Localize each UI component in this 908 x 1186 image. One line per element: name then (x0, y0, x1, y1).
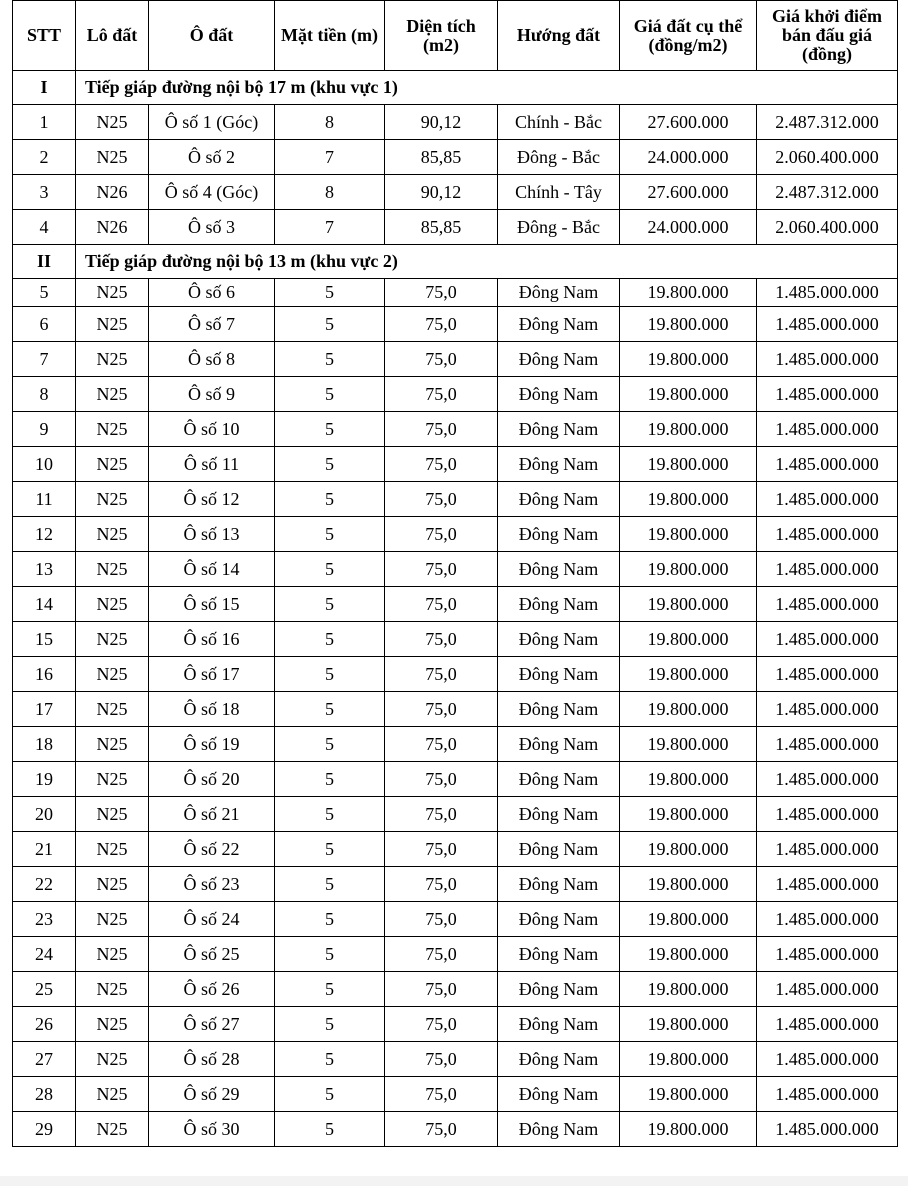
cell-dien-tich: 90,12 (385, 175, 498, 210)
cell-stt: 11 (13, 482, 76, 517)
section-id: II (13, 245, 76, 279)
cell-gia-dat: 19.800.000 (620, 797, 757, 832)
cell-stt: 2 (13, 140, 76, 175)
cell-dien-tich: 75,0 (385, 867, 498, 902)
cell-stt: 18 (13, 727, 76, 762)
table-row (13, 105, 898, 140)
cell-mat-tien: 5 (275, 1007, 385, 1042)
cell-gia-dat: 19.800.000 (620, 587, 757, 622)
cell-o-dat: Ô số 21 (149, 797, 275, 832)
cell-gia-khoi-diem: 1.485.000.000 (757, 1112, 898, 1147)
cell-lo-dat: N25 (76, 657, 149, 692)
cell-lo-dat: N25 (76, 902, 149, 937)
cell-mat-tien: 5 (275, 972, 385, 1007)
cell-huong-dat: Đông Nam (498, 342, 620, 377)
table-row (13, 797, 898, 832)
cell-huong-dat: Đông Nam (498, 692, 620, 727)
header-dien-tich: Diện tích (m2) (385, 1, 498, 71)
table-row (13, 902, 898, 937)
cell-gia-dat: 24.000.000 (620, 210, 757, 245)
cell-gia-dat: 19.800.000 (620, 867, 757, 902)
cell-stt: 27 (13, 1042, 76, 1077)
cell-lo-dat: N25 (76, 342, 149, 377)
cell-o-dat: Ô số 16 (149, 622, 275, 657)
cell-mat-tien: 5 (275, 657, 385, 692)
table-row (13, 937, 898, 972)
cell-dien-tich: 85,85 (385, 140, 498, 175)
cell-lo-dat: N25 (76, 1042, 149, 1077)
cell-stt: 17 (13, 692, 76, 727)
cell-dien-tich: 75,0 (385, 517, 498, 552)
cell-dien-tich: 75,0 (385, 279, 498, 307)
cell-gia-dat: 19.800.000 (620, 832, 757, 867)
cell-huong-dat: Đông Nam (498, 587, 620, 622)
page-bottom-strip (0, 1176, 908, 1186)
table-row (13, 210, 898, 245)
cell-mat-tien: 5 (275, 867, 385, 902)
cell-o-dat: Ô số 13 (149, 517, 275, 552)
cell-o-dat: Ô số 2 (149, 140, 275, 175)
cell-dien-tich: 75,0 (385, 1042, 498, 1077)
table-row (13, 587, 898, 622)
cell-lo-dat: N25 (76, 727, 149, 762)
cell-dien-tich: 75,0 (385, 587, 498, 622)
table-row (13, 140, 898, 175)
cell-gia-khoi-diem: 1.485.000.000 (757, 902, 898, 937)
cell-dien-tich: 75,0 (385, 797, 498, 832)
cell-gia-dat: 19.800.000 (620, 972, 757, 1007)
cell-mat-tien: 5 (275, 342, 385, 377)
cell-lo-dat: N25 (76, 587, 149, 622)
cell-gia-khoi-diem: 1.485.000.000 (757, 867, 898, 902)
header-mat-tien: Mặt tiền (m) (275, 1, 385, 71)
cell-huong-dat: Đông Nam (498, 1112, 620, 1147)
header-huong-dat: Hướng đất (498, 1, 620, 71)
table-row (13, 307, 898, 342)
cell-dien-tich: 75,0 (385, 412, 498, 447)
cell-stt: 1 (13, 105, 76, 140)
table-row (13, 279, 898, 307)
cell-stt: 12 (13, 517, 76, 552)
cell-dien-tich: 75,0 (385, 762, 498, 797)
cell-lo-dat: N25 (76, 140, 149, 175)
cell-mat-tien: 5 (275, 937, 385, 972)
cell-dien-tich: 75,0 (385, 1077, 498, 1112)
cell-o-dat: Ô số 9 (149, 377, 275, 412)
cell-huong-dat: Đông Nam (498, 447, 620, 482)
table-row (13, 482, 898, 517)
table-row (13, 762, 898, 797)
header-row (13, 1, 898, 71)
cell-lo-dat: N25 (76, 937, 149, 972)
cell-o-dat: Ô số 14 (149, 552, 275, 587)
cell-gia-khoi-diem: 2.487.312.000 (757, 175, 898, 210)
cell-lo-dat: N25 (76, 517, 149, 552)
cell-lo-dat: N25 (76, 797, 149, 832)
cell-mat-tien: 8 (275, 105, 385, 140)
cell-o-dat: Ô số 6 (149, 279, 275, 307)
cell-gia-dat: 19.800.000 (620, 1112, 757, 1147)
cell-lo-dat: N25 (76, 692, 149, 727)
table-row (13, 447, 898, 482)
cell-huong-dat: Đông Nam (498, 622, 620, 657)
cell-huong-dat: Đông Nam (498, 727, 620, 762)
cell-lo-dat: N25 (76, 412, 149, 447)
cell-gia-khoi-diem: 1.485.000.000 (757, 727, 898, 762)
cell-lo-dat: N25 (76, 1112, 149, 1147)
cell-mat-tien: 5 (275, 552, 385, 587)
cell-stt: 9 (13, 412, 76, 447)
cell-dien-tich: 75,0 (385, 342, 498, 377)
table-row (13, 727, 898, 762)
table-row (13, 552, 898, 587)
cell-huong-dat: Đông Nam (498, 1077, 620, 1112)
section-row (13, 71, 898, 105)
table-row (13, 692, 898, 727)
cell-dien-tich: 75,0 (385, 307, 498, 342)
cell-stt: 3 (13, 175, 76, 210)
cell-dien-tich: 75,0 (385, 622, 498, 657)
table-body (13, 71, 898, 1147)
cell-stt: 28 (13, 1077, 76, 1112)
cell-huong-dat: Đông Nam (498, 797, 620, 832)
cell-huong-dat: Đông Nam (498, 937, 620, 972)
table-row (13, 657, 898, 692)
cell-dien-tich: 75,0 (385, 727, 498, 762)
cell-stt: 24 (13, 937, 76, 972)
cell-gia-khoi-diem: 1.485.000.000 (757, 657, 898, 692)
cell-lo-dat: N25 (76, 482, 149, 517)
cell-stt: 4 (13, 210, 76, 245)
cell-gia-khoi-diem: 1.485.000.000 (757, 1007, 898, 1042)
cell-stt: 6 (13, 307, 76, 342)
cell-dien-tich: 75,0 (385, 657, 498, 692)
cell-gia-dat: 19.800.000 (620, 447, 757, 482)
cell-stt: 25 (13, 972, 76, 1007)
cell-mat-tien: 5 (275, 832, 385, 867)
table-row (13, 622, 898, 657)
cell-gia-khoi-diem: 1.485.000.000 (757, 797, 898, 832)
cell-gia-dat: 19.800.000 (620, 762, 757, 797)
cell-stt: 29 (13, 1112, 76, 1147)
cell-o-dat: Ô số 27 (149, 1007, 275, 1042)
header-gia-khoi-diem: Giá khởi điểm bán đấu giá (đồng) (757, 1, 898, 71)
cell-lo-dat: N25 (76, 832, 149, 867)
cell-o-dat: Ô số 7 (149, 307, 275, 342)
cell-stt: 5 (13, 279, 76, 307)
cell-mat-tien: 5 (275, 622, 385, 657)
cell-huong-dat: Đông Nam (498, 972, 620, 1007)
cell-gia-khoi-diem: 1.485.000.000 (757, 972, 898, 1007)
cell-dien-tich: 75,0 (385, 1007, 498, 1042)
table-row (13, 1007, 898, 1042)
cell-gia-khoi-diem: 1.485.000.000 (757, 622, 898, 657)
cell-mat-tien: 5 (275, 279, 385, 307)
cell-gia-dat: 19.800.000 (620, 622, 757, 657)
cell-mat-tien: 5 (275, 482, 385, 517)
cell-gia-khoi-diem: 1.485.000.000 (757, 482, 898, 517)
cell-dien-tich: 85,85 (385, 210, 498, 245)
cell-mat-tien: 5 (275, 517, 385, 552)
cell-gia-khoi-diem: 1.485.000.000 (757, 587, 898, 622)
cell-mat-tien: 5 (275, 797, 385, 832)
cell-lo-dat: N25 (76, 105, 149, 140)
cell-dien-tich: 75,0 (385, 902, 498, 937)
cell-huong-dat: Đông - Bắc (498, 210, 620, 245)
cell-gia-dat: 19.800.000 (620, 482, 757, 517)
cell-dien-tich: 75,0 (385, 1112, 498, 1147)
cell-huong-dat: Đông Nam (498, 552, 620, 587)
cell-mat-tien: 5 (275, 377, 385, 412)
cell-dien-tich: 75,0 (385, 692, 498, 727)
cell-mat-tien: 5 (275, 1112, 385, 1147)
cell-gia-khoi-diem: 1.485.000.000 (757, 762, 898, 797)
table-row (13, 1112, 898, 1147)
cell-gia-khoi-diem: 2.487.312.000 (757, 105, 898, 140)
cell-gia-khoi-diem: 1.485.000.000 (757, 692, 898, 727)
cell-gia-khoi-diem: 2.060.400.000 (757, 210, 898, 245)
cell-mat-tien: 5 (275, 692, 385, 727)
cell-dien-tich: 90,12 (385, 105, 498, 140)
cell-lo-dat: N25 (76, 377, 149, 412)
cell-o-dat: Ô số 3 (149, 210, 275, 245)
cell-gia-dat: 19.800.000 (620, 1042, 757, 1077)
cell-lo-dat: N25 (76, 972, 149, 1007)
cell-lo-dat: N25 (76, 867, 149, 902)
cell-huong-dat: Đông Nam (498, 867, 620, 902)
cell-gia-dat: 19.800.000 (620, 657, 757, 692)
cell-gia-dat: 19.800.000 (620, 517, 757, 552)
cell-lo-dat: N25 (76, 1077, 149, 1112)
cell-dien-tich: 75,0 (385, 552, 498, 587)
cell-gia-dat: 19.800.000 (620, 377, 757, 412)
section-id: I (13, 71, 76, 105)
cell-huong-dat: Đông Nam (498, 517, 620, 552)
cell-o-dat: Ô số 28 (149, 1042, 275, 1077)
cell-gia-khoi-diem: 1.485.000.000 (757, 279, 898, 307)
section-title: Tiếp giáp đường nội bộ 17 m (khu vực 1) (76, 71, 898, 105)
cell-stt: 10 (13, 447, 76, 482)
table-row (13, 517, 898, 552)
cell-gia-dat: 19.800.000 (620, 552, 757, 587)
cell-gia-khoi-diem: 2.060.400.000 (757, 140, 898, 175)
cell-mat-tien: 5 (275, 412, 385, 447)
cell-stt: 19 (13, 762, 76, 797)
cell-gia-dat: 19.800.000 (620, 342, 757, 377)
cell-o-dat: Ô số 18 (149, 692, 275, 727)
cell-dien-tich: 75,0 (385, 972, 498, 1007)
cell-o-dat: Ô số 1 (Góc) (149, 105, 275, 140)
cell-gia-dat: 19.800.000 (620, 902, 757, 937)
cell-lo-dat: N25 (76, 762, 149, 797)
cell-gia-dat: 27.600.000 (620, 175, 757, 210)
cell-dien-tich: 75,0 (385, 482, 498, 517)
cell-gia-khoi-diem: 1.485.000.000 (757, 342, 898, 377)
cell-gia-dat: 24.000.000 (620, 140, 757, 175)
cell-stt: 14 (13, 587, 76, 622)
cell-mat-tien: 8 (275, 175, 385, 210)
cell-mat-tien: 5 (275, 447, 385, 482)
cell-mat-tien: 7 (275, 140, 385, 175)
cell-gia-dat: 19.800.000 (620, 937, 757, 972)
cell-gia-dat: 19.800.000 (620, 1007, 757, 1042)
cell-huong-dat: Đông Nam (498, 482, 620, 517)
cell-gia-khoi-diem: 1.485.000.000 (757, 937, 898, 972)
cell-gia-dat: 19.800.000 (620, 692, 757, 727)
cell-mat-tien: 5 (275, 762, 385, 797)
cell-o-dat: Ô số 17 (149, 657, 275, 692)
cell-stt: 23 (13, 902, 76, 937)
cell-dien-tich: 75,0 (385, 447, 498, 482)
header-o-dat: Ô đất (149, 1, 275, 71)
cell-huong-dat: Đông Nam (498, 279, 620, 307)
cell-gia-khoi-diem: 1.485.000.000 (757, 412, 898, 447)
cell-mat-tien: 5 (275, 307, 385, 342)
cell-gia-dat: 19.800.000 (620, 279, 757, 307)
cell-mat-tien: 5 (275, 1077, 385, 1112)
cell-o-dat: Ô số 22 (149, 832, 275, 867)
cell-o-dat: Ô số 4 (Góc) (149, 175, 275, 210)
cell-gia-khoi-diem: 1.485.000.000 (757, 1042, 898, 1077)
cell-stt: 7 (13, 342, 76, 377)
table-row (13, 377, 898, 412)
cell-dien-tich: 75,0 (385, 937, 498, 972)
cell-mat-tien: 5 (275, 902, 385, 937)
cell-lo-dat: N26 (76, 175, 149, 210)
cell-stt: 13 (13, 552, 76, 587)
cell-o-dat: Ô số 10 (149, 412, 275, 447)
cell-lo-dat: N25 (76, 622, 149, 657)
table-row (13, 867, 898, 902)
cell-gia-khoi-diem: 1.485.000.000 (757, 307, 898, 342)
cell-gia-khoi-diem: 1.485.000.000 (757, 447, 898, 482)
cell-gia-khoi-diem: 1.485.000.000 (757, 517, 898, 552)
table-row (13, 342, 898, 377)
cell-mat-tien: 5 (275, 1042, 385, 1077)
cell-stt: 8 (13, 377, 76, 412)
cell-lo-dat: N25 (76, 279, 149, 307)
table-row (13, 1077, 898, 1112)
cell-o-dat: Ô số 29 (149, 1077, 275, 1112)
cell-stt: 26 (13, 1007, 76, 1042)
cell-o-dat: Ô số 30 (149, 1112, 275, 1147)
cell-huong-dat: Đông Nam (498, 377, 620, 412)
cell-huong-dat: Đông Nam (498, 307, 620, 342)
land-price-table (12, 0, 898, 1147)
header-stt: STT (13, 1, 76, 71)
cell-stt: 22 (13, 867, 76, 902)
cell-gia-khoi-diem: 1.485.000.000 (757, 1077, 898, 1112)
cell-stt: 16 (13, 657, 76, 692)
cell-dien-tich: 75,0 (385, 832, 498, 867)
cell-huong-dat: Chính - Bắc (498, 105, 620, 140)
cell-huong-dat: Đông Nam (498, 762, 620, 797)
cell-huong-dat: Đông Nam (498, 1007, 620, 1042)
table-row (13, 832, 898, 867)
section-title: Tiếp giáp đường nội bộ 13 m (khu vực 2) (76, 245, 898, 279)
cell-o-dat: Ô số 24 (149, 902, 275, 937)
cell-lo-dat: N25 (76, 447, 149, 482)
cell-o-dat: Ô số 23 (149, 867, 275, 902)
cell-o-dat: Ô số 11 (149, 447, 275, 482)
cell-stt: 15 (13, 622, 76, 657)
table-row (13, 175, 898, 210)
cell-dien-tich: 75,0 (385, 377, 498, 412)
cell-o-dat: Ô số 25 (149, 937, 275, 972)
cell-mat-tien: 5 (275, 727, 385, 762)
cell-huong-dat: Đông - Bắc (498, 140, 620, 175)
cell-o-dat: Ô số 19 (149, 727, 275, 762)
cell-gia-dat: 19.800.000 (620, 1077, 757, 1112)
cell-huong-dat: Đông Nam (498, 1042, 620, 1077)
cell-huong-dat: Đông Nam (498, 657, 620, 692)
section-row (13, 245, 898, 279)
cell-lo-dat: N25 (76, 307, 149, 342)
cell-gia-dat: 19.800.000 (620, 307, 757, 342)
cell-gia-khoi-diem: 1.485.000.000 (757, 832, 898, 867)
cell-stt: 20 (13, 797, 76, 832)
table-row (13, 1042, 898, 1077)
cell-huong-dat: Đông Nam (498, 412, 620, 447)
table-row (13, 412, 898, 447)
cell-gia-khoi-diem: 1.485.000.000 (757, 377, 898, 412)
cell-huong-dat: Chính - Tây (498, 175, 620, 210)
header-lo-dat: Lô đất (76, 1, 149, 71)
cell-mat-tien: 5 (275, 587, 385, 622)
cell-huong-dat: Đông Nam (498, 902, 620, 937)
cell-lo-dat: N25 (76, 552, 149, 587)
table-row (13, 972, 898, 1007)
cell-huong-dat: Đông Nam (498, 832, 620, 867)
cell-o-dat: Ô số 20 (149, 762, 275, 797)
cell-gia-dat: 19.800.000 (620, 412, 757, 447)
cell-o-dat: Ô số 26 (149, 972, 275, 1007)
cell-lo-dat: N26 (76, 210, 149, 245)
cell-gia-dat: 27.600.000 (620, 105, 757, 140)
cell-o-dat: Ô số 8 (149, 342, 275, 377)
cell-o-dat: Ô số 12 (149, 482, 275, 517)
cell-o-dat: Ô số 15 (149, 587, 275, 622)
cell-gia-khoi-diem: 1.485.000.000 (757, 552, 898, 587)
cell-stt: 21 (13, 832, 76, 867)
cell-gia-dat: 19.800.000 (620, 727, 757, 762)
cell-mat-tien: 7 (275, 210, 385, 245)
cell-lo-dat: N25 (76, 1007, 149, 1042)
header-gia-dat: Giá đất cụ thể (đồng/m2) (620, 1, 757, 71)
